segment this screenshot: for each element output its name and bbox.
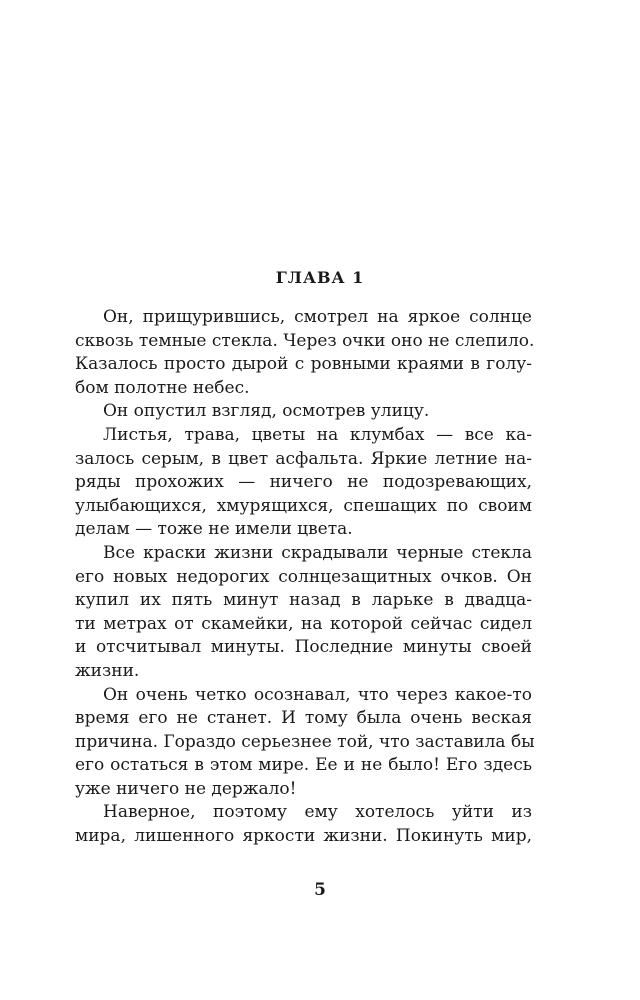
page-number: 5 (314, 880, 326, 900)
paragraph-2 (75, 400, 532, 424)
text-line: делам — тоже не имели цвета. (75, 519, 353, 540)
paragraph-4 (75, 542, 532, 684)
text-line: бом полотне небес. (75, 377, 250, 398)
text-line: Он очень четко осознавал, что через какое-то (103, 684, 532, 705)
text-line: уже ничего не держало! (75, 778, 297, 799)
text-line: жизни. (75, 660, 140, 681)
paragraph-6 (75, 801, 532, 848)
text-line: ряды прохожих — ничего не подозревающих, (75, 472, 532, 493)
text-line: его новых недорогих солнцезащитных очков. Он (75, 566, 532, 587)
text-line: улыбающихся, хмурящихся, спешащих по своим (75, 495, 532, 516)
text-line: и отсчитывал минуты. Последние минуты своей (75, 637, 532, 658)
text-line: купил их пять минут назад в ларьке в двадца- (75, 590, 532, 611)
text-line: ти метрах от скамейки, на которой сейчас сидел (75, 613, 532, 634)
text-line: залось серым, в цвет асфальта. Яркие летние на- (75, 448, 532, 469)
paragraph-1 (75, 306, 535, 400)
text-line: Наверное, поэтому ему хотелось уйти из (103, 802, 532, 823)
text-line: Листья, трава, цветы на клумбах — все ка- (103, 424, 532, 445)
text-line: Он опустил взгляд, осмотрев улицу. (103, 401, 430, 422)
body-text (75, 306, 535, 849)
text-line: Он, прищурившись, смотрел на яркое солнце (103, 307, 532, 327)
paragraph-5 (75, 684, 535, 802)
text-line: мира, лишенного яркости жизни. Покинуть мир, (75, 826, 532, 847)
text-line: время его не станет. И тому была очень веская (75, 708, 532, 729)
paragraph-3 (75, 424, 532, 542)
chapter-title: ГЛАВА 1 (275, 268, 365, 287)
text-line: Все краски жизни скрадывали черные стекла (103, 542, 532, 563)
text-line: Казалось просто дырой с ровными краями в голу- (75, 354, 532, 375)
text-line: его остаться в этом мире. Ее и не было! Его здесь (75, 755, 532, 776)
text-line: причина. Гораздо серьезнее той, что заставила бы (75, 731, 535, 752)
text-line: сквозь темные стекла. Через очки оно не слепило. (75, 330, 535, 351)
